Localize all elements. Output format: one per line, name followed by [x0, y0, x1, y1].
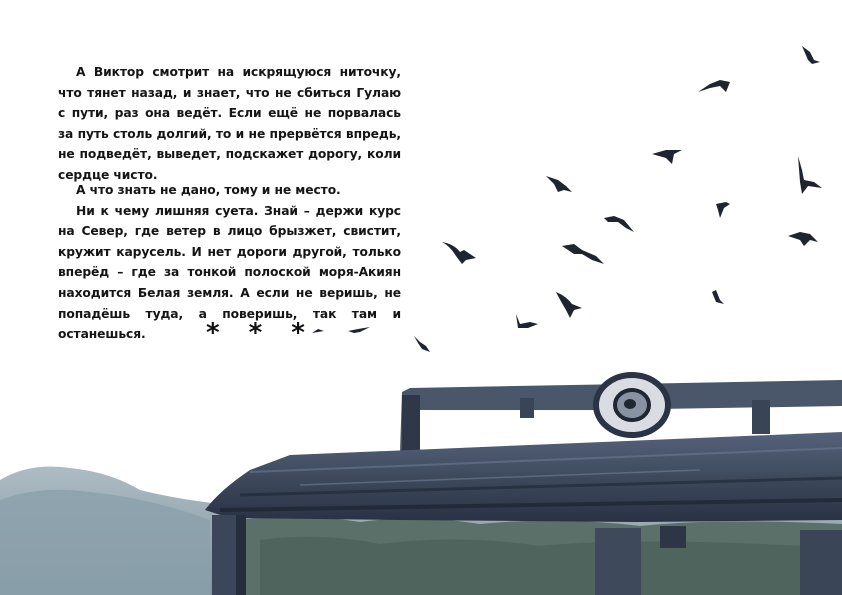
paragraph-text: А Виктор смотрит на искрящуюся ниточку, что тянет назад, и знает, что не сбиться Гулаю с пути, раз она ведёт. Если ещё не порвалась за путь столь долгий, то и не прервётся впредь, не подведёт, выведет, подскажет дорогу, коли сердце чисто.: [58, 65, 401, 182]
paragraph-text: Ни к чему лишняя суета. Знай – держи курс на Север, где ветер в лицо брызжет, свистит, кружит карусель. И нет дороги другой, только вперёд – где за тонкой полоской моря-Акиян находится Белая земля. А если не веришь, не попадёшь туда, а поверишь, так там и останешься.: [58, 203, 401, 342]
paragraph-1: [58, 62, 401, 186]
paragraph-text: А что знать не дано, тому и не место.: [76, 183, 341, 197]
section-separator: * * *: [206, 318, 315, 348]
